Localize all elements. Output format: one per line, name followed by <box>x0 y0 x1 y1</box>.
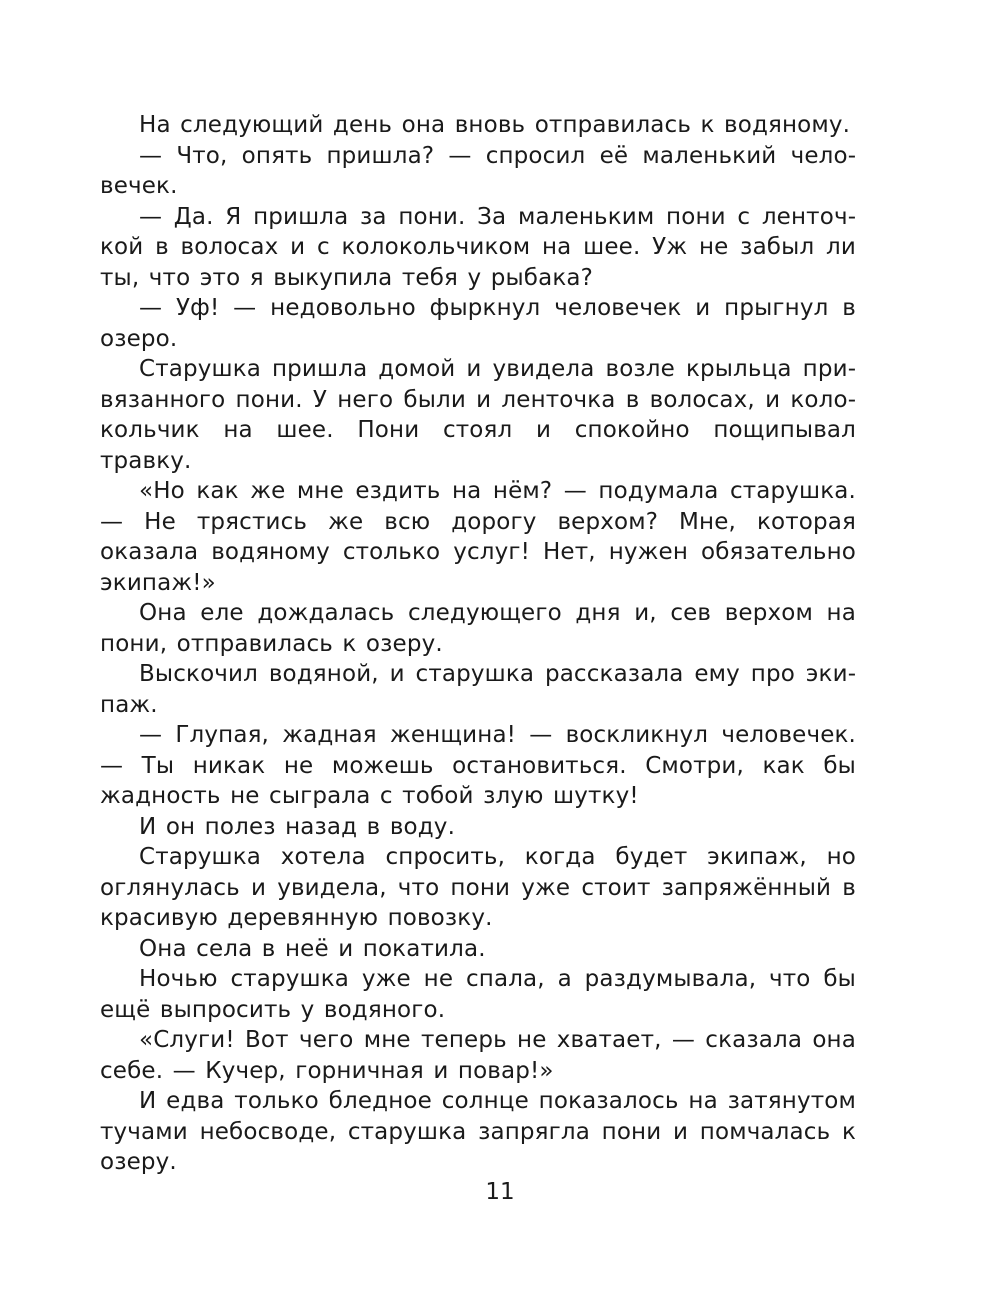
paragraph: Старушка хотела спросить, когда будет экипаж, но оглянулась и увидела, что пони уже стоит запряжённый в красивую деревянную повозку. <box>100 844 856 931</box>
paragraph: — Да. Я пришла за пони. За маленьким пони с ленточкой в волосах и с колокольчиком на шее. Уж не забыл ли ты, что это я выкупила тебя у рыбака? <box>100 203 856 291</box>
paragraph: Выскочил водяной, и старушка рассказала ему про экипаж. <box>100 661 856 718</box>
paragraph: Она села в неё и покатила. <box>139 935 486 962</box>
paragraph: — Глупая, жадная женщина! — воскликнул человечек. — Ты никак не можешь остановиться. Смотри, как бы жадность не сыграла с тобой злую шутку! <box>100 722 856 809</box>
page-number: 11 <box>485 1179 515 1205</box>
paragraph: Она еле дождалась следующего дня и, сев верхом на пони, отправилась к озеру. <box>100 600 856 657</box>
paragraph: И едва только бледное солнце показалось на затянутом тучами небосводе, старушка запрягла пони и помчалась к озеру. <box>100 1088 856 1175</box>
paragraph: — Что, опять пришла? — спросил её маленький человечек. <box>100 142 856 199</box>
paragraph: На следующий день она вновь отправилась к водяному. <box>139 112 851 138</box>
paragraph: «Но как же мне ездить на нём? — подумала старушка. — Не трястись же всю дорогу верхом? Мне, которая оказала водяному столько услуг! Нет, нужен обязательно экипаж!» <box>100 478 856 596</box>
paragraph: И он полез назад в воду. <box>139 813 456 840</box>
story-text <box>100 110 856 1178</box>
paragraph: Старушка пришла домой и увидела возле крыльца привязанного пони. У него были и ленточка в волосах, и колокольчик на шее. Пони стоял и спокойно пощипывал травку. <box>100 356 856 474</box>
paragraph: «Слуги! Вот чего мне теперь не хватает, — сказала она себе. — Кучер, горничная и повар!» <box>100 1027 856 1084</box>
paragraph: — Уф! — недовольно фыркнул человечек и прыгнул в озеро. <box>100 295 856 352</box>
paragraph: Ночью старушка уже не спала, а раздумывала, что бы ещё выпросить у водяного. <box>100 966 856 1023</box>
